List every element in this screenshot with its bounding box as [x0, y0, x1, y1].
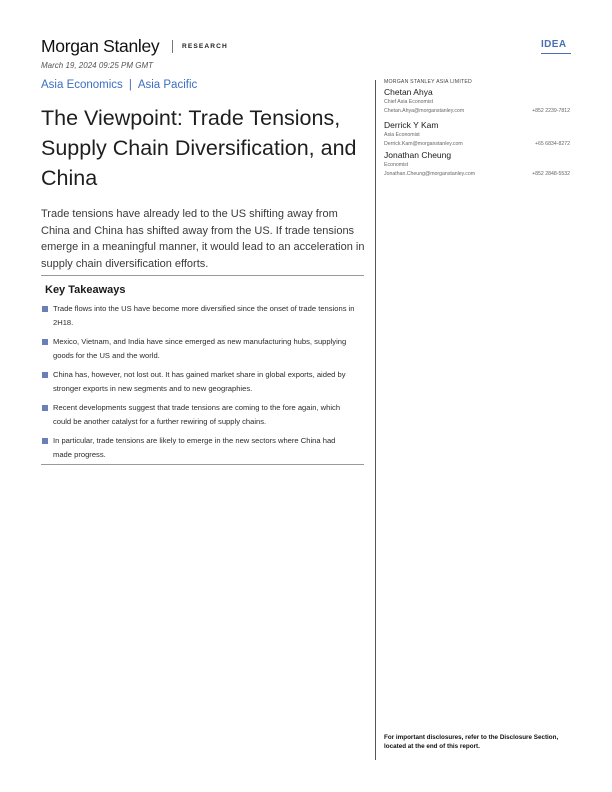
brand-logo: Morgan Stanley — [41, 36, 160, 56]
idea-badge: IDEA — [541, 39, 567, 50]
bullet-square-icon — [42, 339, 48, 345]
analyst-role: Asia Economist — [384, 132, 420, 138]
analyst-phone: +65 6834-8272 — [534, 141, 570, 147]
sidebar-divider — [375, 80, 376, 760]
bullet-square-icon — [42, 438, 48, 444]
analyst-contact — [384, 170, 570, 179]
analyst-role: Economist — [384, 162, 409, 168]
analyst-card — [384, 120, 570, 149]
brand-divider — [172, 40, 173, 53]
section-tags — [41, 79, 197, 91]
analyst-email[interactable]: Jonathan.Cheung@morganstanley.com — [384, 171, 476, 177]
analyst-card — [384, 150, 570, 179]
idea-badge-underline — [541, 53, 571, 54]
analyst-contact — [384, 140, 570, 149]
bullet-square-icon — [42, 306, 48, 312]
list-item — [41, 434, 356, 462]
lede-paragraph: Trade tensions have already led to the US shifting away from China and China has shifted away from the US. If trade tensions emerge in a meaningful manner, it would lead to an acceleration in supply chain diversification efforts. — [41, 208, 365, 270]
list-item-text: In particular, trade tensions are likely to emerge in the new sectors where China had made progress. — [53, 435, 336, 459]
list-item — [41, 335, 356, 363]
list-item-text: Recent developments suggest that trade tensions are coming to the fore again, which could be another catalyst for a further rewiring of supply chains. — [53, 402, 341, 426]
analyst-phone: +852 2848-5532 — [532, 171, 570, 177]
list-item — [41, 401, 356, 429]
analyst-email[interactable]: Derrick.Kam@morganstanley.com — [384, 141, 463, 147]
analyst-email[interactable]: Chetan.Ahya@morganstanley.com — [384, 108, 465, 114]
key-takeaways-heading: Key Takeaways — [45, 284, 126, 296]
analyst-name: Derrick Y Kam — [384, 120, 439, 130]
analyst-name: Jonathan Cheung — [384, 150, 452, 160]
list-item-text: China has, however, not lost out. It has gained market share in global exports, aided by stronger exports in new segments and to new geographies. — [53, 369, 346, 394]
list-item — [41, 302, 356, 330]
research-label: RESEARCH — [182, 43, 228, 50]
page-title: The Viewpoint: Trade Tensions, Supply Chain Diversification, and China — [41, 106, 357, 190]
section-separator: | — [128, 79, 132, 91]
list-item-text: Trade flows into the US have become more diversified since the onset of trade tensions in 2H18. — [53, 304, 355, 328]
divider-top — [41, 275, 364, 276]
divider-bottom — [41, 464, 364, 465]
list-item-text: Mexico, Vietnam, and India have since emerged as new manufacturing hubs, supplying goods for the US and the world. — [53, 336, 347, 361]
section-asia-pacific[interactable]: Asia Pacific — [137, 79, 198, 91]
key-takeaways-list — [41, 302, 356, 467]
entity-name: MORGAN STANLEY ASIA LIMITED — [384, 79, 472, 85]
disclosure-note: For important disclosures, refer to the Disclosure Section, located at the end of this report. — [384, 734, 559, 750]
section-asia-economics[interactable]: Asia Economics — [41, 79, 123, 91]
analyst-name: Chetan Ahya — [384, 87, 433, 97]
bullet-square-icon — [42, 405, 48, 411]
analyst-role: Chief Asia Economist — [384, 99, 434, 105]
bullet-square-icon — [42, 372, 48, 378]
publish-date: March 19, 2024 09:25 PM GMT — [41, 61, 154, 70]
analyst-card — [384, 87, 570, 116]
analyst-phone: +852 2239-7812 — [532, 108, 570, 114]
list-item — [41, 368, 356, 396]
analyst-contact — [384, 107, 570, 116]
